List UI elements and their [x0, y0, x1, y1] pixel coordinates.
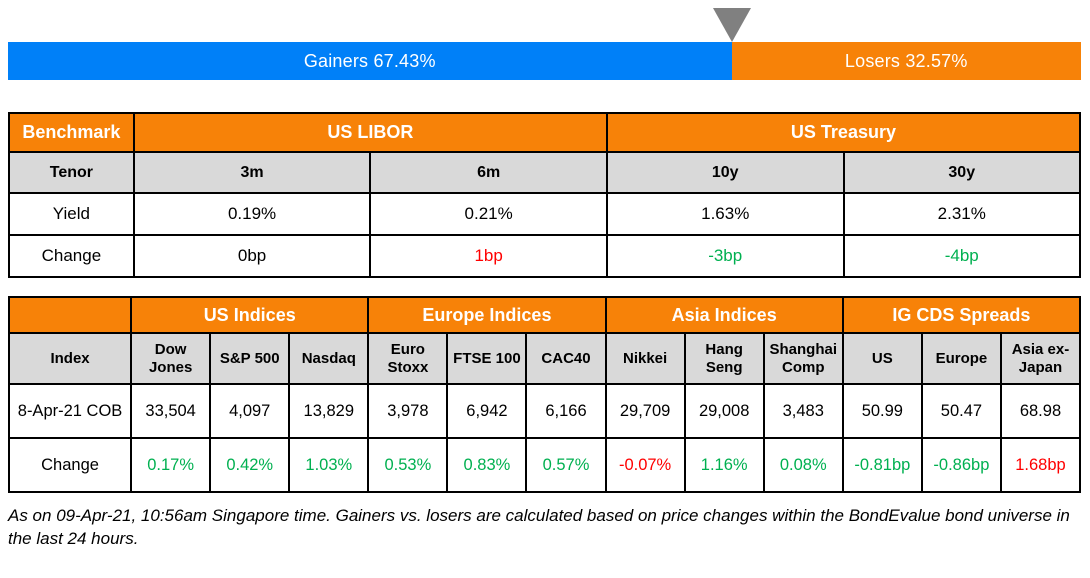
cob-cell: 13,829: [289, 384, 368, 438]
tenor-cell: 6m: [370, 152, 607, 193]
market-corner-header: [9, 297, 131, 333]
index-column-header: Dow Jones: [131, 333, 210, 384]
cob-cell: 3,978: [368, 384, 447, 438]
index-row-label: Index: [9, 333, 131, 384]
asia-indices-group-header: Asia Indices: [606, 297, 843, 333]
marker-row: [8, 6, 1081, 42]
market-table: [8, 296, 1081, 493]
change-value: -0.86bp: [933, 455, 990, 474]
europe-indices-group-header: Europe Indices: [368, 297, 605, 333]
benchmark-change-cell: [134, 235, 371, 277]
index-column-header: Nikkei: [606, 333, 685, 384]
losers-segment: [732, 42, 1081, 80]
market-change-cell: [606, 438, 685, 492]
tenor-row-label: Tenor: [9, 152, 134, 193]
cob-cell: 29,008: [685, 384, 764, 438]
change-value: 0.08%: [779, 455, 827, 474]
benchmark-table: [8, 112, 1081, 278]
index-column-header: US: [843, 333, 922, 384]
footnote: As on 09-Apr-21, 10:56am Singapore time. Gainers vs. losers are calculated based on price changes within the BondEvalue bond universe in the last 24 hours.: [8, 506, 1070, 548]
change-value: -0.07%: [618, 455, 672, 474]
index-column-header: FTSE 100: [447, 333, 526, 384]
yield-row-label: Yield: [9, 193, 134, 235]
cob-cell: 6,942: [447, 384, 526, 438]
us-libor-group-header: US LIBOR: [134, 113, 607, 152]
market-change-cell: [764, 438, 843, 492]
market-change-cell: [447, 438, 526, 492]
market-change-cell: [526, 438, 605, 492]
market-change-cell: [210, 438, 289, 492]
ig-cds-spreads-group-header: IG CDS Spreads: [843, 297, 1080, 333]
tenor-cell: 30y: [844, 152, 1081, 193]
market-change-cell: [843, 438, 922, 492]
change-value: 1.68bp: [1015, 455, 1066, 474]
gainers-segment: [8, 42, 732, 80]
gainers-losers-gauge: [8, 6, 1081, 80]
change-value: 0bp: [237, 246, 267, 265]
market-change-cell: [1001, 438, 1080, 492]
market-change-cell: [685, 438, 764, 492]
market-change-cell: [289, 438, 368, 492]
benchmark-change-row-label: Change: [9, 235, 134, 277]
change-value: 1.03%: [305, 455, 353, 474]
market-change-cell: [368, 438, 447, 492]
change-value: 0.17%: [147, 455, 195, 474]
benchmark-change-cell: [844, 235, 1081, 277]
index-column-header: Asia ex-Japan: [1001, 333, 1080, 384]
change-value: 0.83%: [463, 455, 511, 474]
losers-label: Losers 32.57%: [844, 50, 968, 71]
index-column-header: S&P 500: [210, 333, 289, 384]
change-value: 1bp: [474, 246, 503, 265]
index-column-header: Euro Stoxx: [368, 333, 447, 384]
cob-cell: 68.98: [1001, 384, 1080, 438]
yield-cell: 0.19%: [134, 193, 371, 235]
tenor-cell: 10y: [607, 152, 844, 193]
yield-cell: 0.21%: [370, 193, 607, 235]
index-column-header: Shanghai Comp: [764, 333, 843, 384]
change-value: -0.81bp: [854, 455, 911, 474]
index-column-header: Nasdaq: [289, 333, 368, 384]
market-change-row-label: Change: [9, 438, 131, 492]
yield-cell: 1.63%: [607, 193, 844, 235]
cob-row-label: 8-Apr-21 COB: [9, 384, 131, 438]
change-value: 1.16%: [700, 455, 748, 474]
market-change-cell: [131, 438, 210, 492]
tenor-cell: 3m: [134, 152, 371, 193]
yield-cell: 2.31%: [844, 193, 1081, 235]
change-value: -3bp: [708, 246, 743, 265]
change-value: 0.57%: [542, 455, 590, 474]
gainers-losers-bar: [8, 42, 1081, 80]
change-value: -4bp: [944, 246, 979, 265]
change-value: 0.42%: [226, 455, 274, 474]
change-value: 0.53%: [384, 455, 432, 474]
market-change-cell: [922, 438, 1001, 492]
cob-cell: 6,166: [526, 384, 605, 438]
benchmark-corner-header: Benchmark: [9, 113, 134, 152]
cob-cell: 50.99: [843, 384, 922, 438]
cob-cell: 4,097: [210, 384, 289, 438]
benchmark-change-cell: [607, 235, 844, 277]
cob-cell: 29,709: [606, 384, 685, 438]
index-column-header: CAC40: [526, 333, 605, 384]
us-indices-group-header: US Indices: [131, 297, 368, 333]
cob-cell: 50.47: [922, 384, 1001, 438]
us-treasury-group-header: US Treasury: [607, 113, 1080, 152]
cob-cell: 3,483: [764, 384, 843, 438]
benchmark-change-cell: [370, 235, 607, 277]
index-column-header: Hang Seng: [685, 333, 764, 384]
gainers-label: Gainers 67.43%: [303, 50, 436, 71]
down-triangle-icon: [713, 8, 751, 42]
cob-cell: 33,504: [131, 384, 210, 438]
index-column-header: Europe: [922, 333, 1001, 384]
